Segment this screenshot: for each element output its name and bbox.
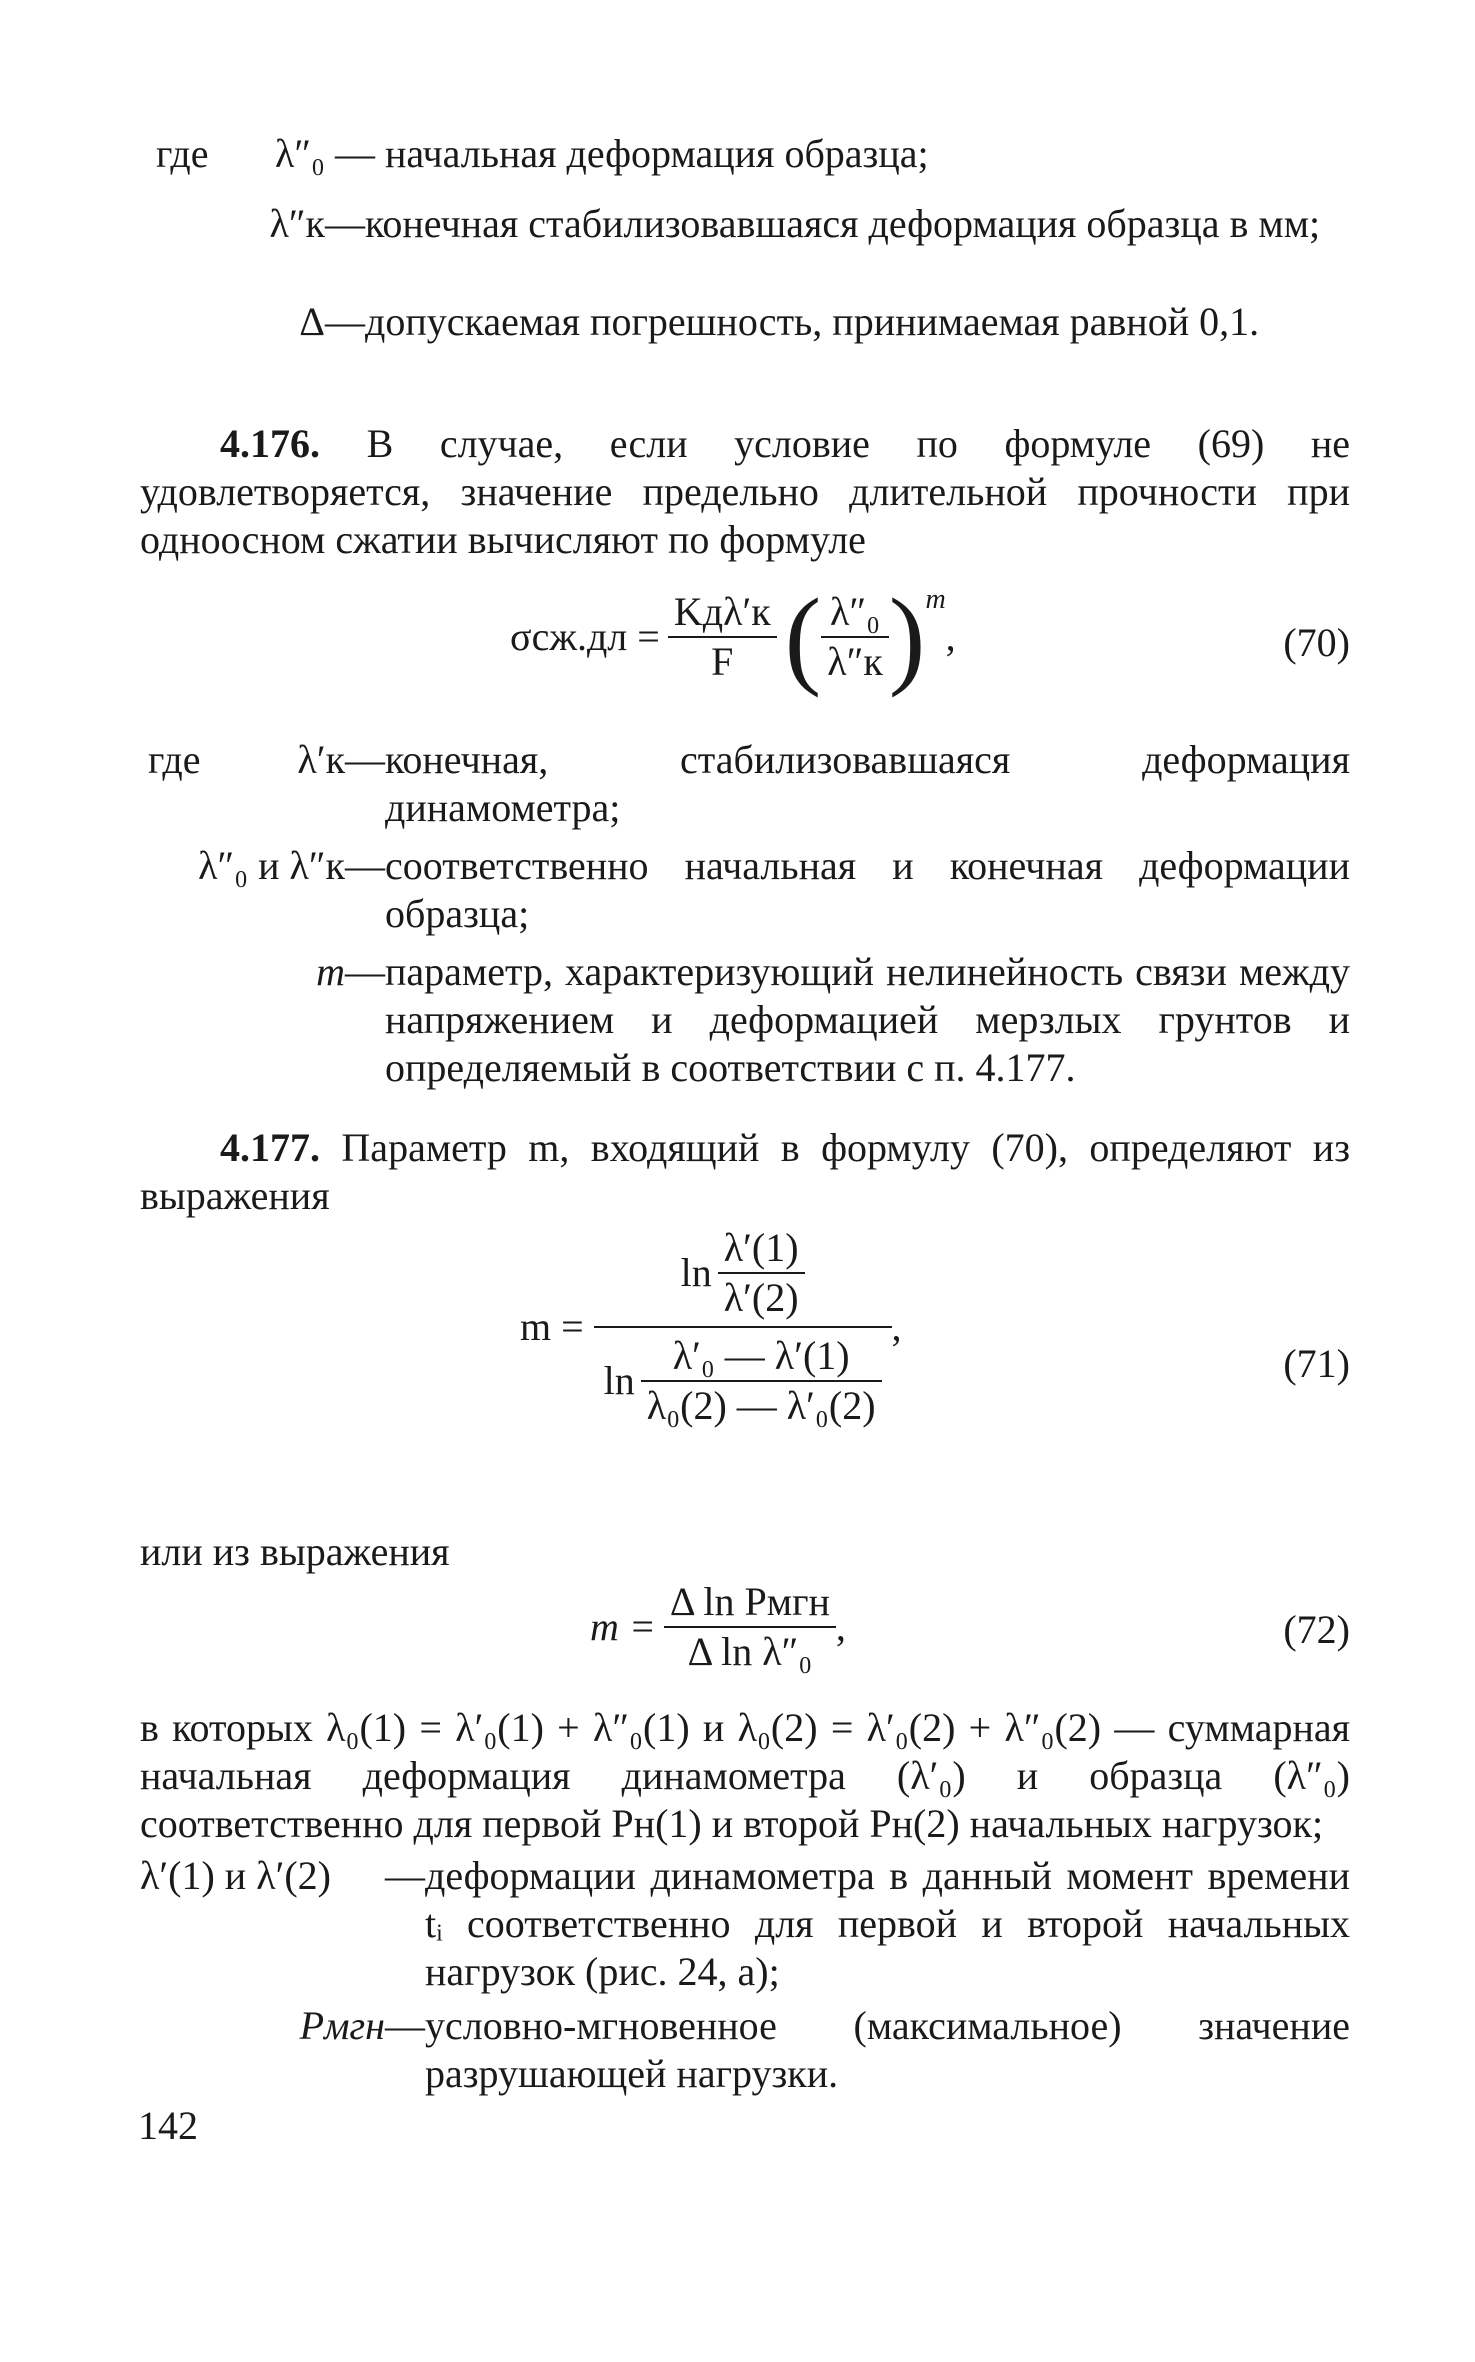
equation-comma: , [945,614,956,659]
definition-item [245,298,1350,346]
ln-symbol: ln [603,1358,635,1403]
definition-item [140,842,1350,938]
top-denominator: λ′(2) [723,1275,799,1320]
definition-item [245,130,1350,178]
top-numerator: λ′(1) [723,1225,799,1270]
equation-71 [140,1224,1350,1514]
or-line: или из выражения [140,1529,450,1574]
definitions-block-2 [140,736,1350,1092]
equation-comma: , [835,1604,846,1649]
equation-label: (71) [1283,1341,1350,1386]
definition-item [140,2002,1350,2098]
bottom-denominator: λ₀(2) — λ′₀(2) [646,1383,876,1428]
equation-lhs: m = [590,1604,656,1649]
definition-text: конечная стабилизовавшаяся деформация образца в мм; [365,201,1321,246]
definition-text: допускаемая погрешность, принимаемая равной 0,1. [365,299,1260,344]
definition-dash: — [335,131,375,176]
inner-numerator: λ″₀ [830,589,881,634]
equation-inner-fraction [821,588,889,686]
equation-label: (72) [1283,1607,1350,1652]
equation-label: (70) [1283,620,1350,665]
sum-expression-2: λ₀(2) = λ′₀(2) + λ″₀(2) [737,1705,1102,1750]
definition-dash: — [385,1853,425,1898]
equation-comma: , [891,1304,902,1349]
bottom-numerator: λ′₀ — λ′(1) [672,1333,850,1378]
definitions-block-1 [140,130,1350,390]
equation-72 [140,1578,1350,1688]
ln-symbol: ln [680,1250,712,1295]
definition-text: параметр, характеризующий нелинейность связи между напряжением и деформацией мерзлых грунтов и определяемый в соответствии с п. 4.177. [385,949,1350,1090]
fraction-denominator: Δ ln λ″₀ [687,1629,813,1674]
paragraph-number: 4.176. [220,421,320,466]
fraction-numerator: Δ ln Pмгн [669,1579,830,1624]
equation-70: σсж.дл = $\frac{\text{Kдλ′к}}{F}$ ( $\frac{\text{λ″₀}}{\lambda''к}$ ) m , (70) [510,576,1350,698]
definition-text: деформации динамометра в данный момент времени tᵢ соответственно для первой и второй начальных нагрузок (рис. 24, а); [425,1853,1350,1994]
definition-dash: — [345,949,385,994]
where-label: где [148,737,201,782]
where-label: где [156,131,209,176]
equation-exponent: m [925,584,946,615]
definition-text: условно-мгновенное (максимальное) значение разрушающей нагрузки. [425,2003,1350,2096]
paragraph-text: В случае, если условие по формуле (69) не удовлетворяется, значение предельно длительной прочности при одноосном сжатии вычисляют по формуле [140,421,1350,562]
top-log-term [671,1224,815,1322]
definition-item [140,948,1350,1092]
definition-dash: — [345,737,385,782]
definition-text: начальная деформация образца; [385,131,929,176]
sum-expression-1: λ₀(1) = λ′₀(1) + λ″₀(1) [326,1705,690,1750]
definition-dash: — [325,201,365,246]
definition-symbol: λ″к [269,201,325,246]
definition-dash: — [325,299,365,344]
definitions-block-3 [140,1852,1350,2098]
definition-text: конечная, стабилизовавшаяся деформация динамометра; [385,737,1350,830]
inner-denominator: λ″к [827,639,883,684]
paragraph-4-177 [140,1124,1350,1220]
definition-dash: — [385,2003,425,2048]
paragraph-which: в которых λ₀(1) = λ′₀(1) + λ″₀(1) и λ₀(2) = λ′₀(2) + λ″₀(2) — суммарная начальная деформация динамометра (λ′₀) и образца (λ″₀) соответственно для первой Pн(1) и второй Pн(2) начальных нагрузок; [140,1705,1351,1846]
paragraph-text: Параметр m, входящий в формулу (70), определяют из выражения [140,1125,1350,1218]
definition-symbol: λ′(1) и λ′(2) [140,1853,331,1898]
definition-dash: — [345,843,385,888]
definition-item [245,200,1350,248]
definition-item [140,736,1350,832]
paragraph-number: 4.177. [220,1125,320,1170]
definition-symbol: m [316,949,345,994]
fraction-numerator: Kдλ′к [673,589,771,634]
equation-lhs: m = [520,1304,584,1349]
page-number: 142 [138,2103,198,2148]
fraction-denominator: F [711,639,734,684]
page [140,130,1350,2098]
definition-symbol: λ″₀ и λ″к [198,843,345,888]
equation-fraction [664,1578,836,1676]
definition-symbol: Pмгн [299,2003,385,2048]
definition-item [140,1852,1350,1996]
definition-symbol: λ′к [297,737,345,782]
equation-fraction [668,588,777,686]
paragraph-4-176 [140,420,1350,564]
equation-main-fraction [594,1224,892,1430]
definition-text: соответственно начальная и конечная деформации образца; [385,843,1350,936]
definition-symbol: λ″₀ [275,131,325,176]
definition-symbol: Δ [299,299,325,344]
equation-lhs: σсж.дл = [510,614,660,659]
bottom-log-term [594,1332,892,1430]
